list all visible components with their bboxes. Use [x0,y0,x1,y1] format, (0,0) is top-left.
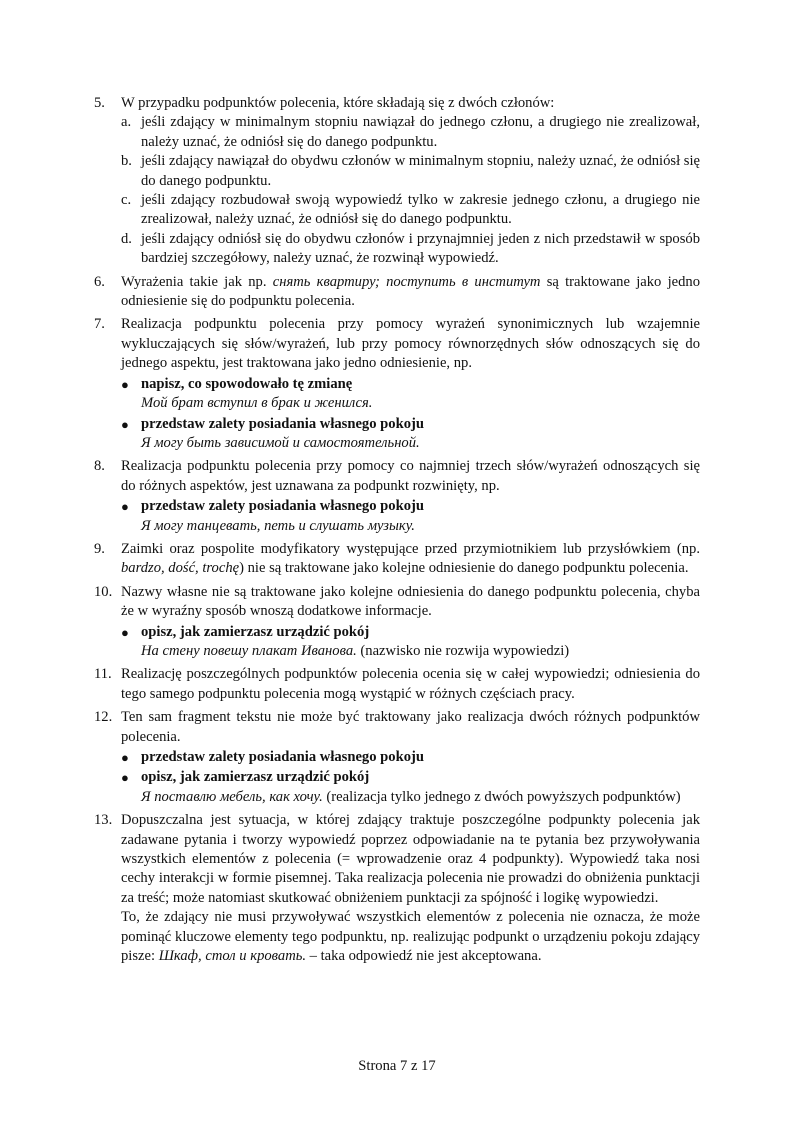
bullet-point: ● napisz, co spowodowało tę zmianę [121,375,700,394]
example-text: Я могу быть зависимой и самостоятельной. [141,434,420,451]
item-text: Ten sam fragment tekstu nie może być traktowany jako realizacja dwóch różnych podpunktów polecenia. [121,709,700,745]
item-text: Realizacja podpunktu polecenia przy pomocy co najmniej trzech słów/wyrażeń odnoszących się do różnych aspektów, jest uznawana za podpunkt rozwinięty, np. [121,458,700,494]
bullet-point: ● przedstaw zalety posiadania własnego pokoju [121,497,700,516]
bullet-icon: ● [121,499,129,515]
sub-item-c: c. jeśli zdający rozbudował swoją wypowiedź tylko w zakresie jednego członu, a drugiego nie zrealizował, należy uznać, że odniósł się do danego podpunktu. [121,192,700,228]
bullet-point: ● przedstaw zalety posiadania własnego pokoju [121,415,700,434]
bullet-icon: ● [121,624,129,640]
document-body [94,94,700,970]
item-text: Dopuszczalna jest sytuacja, w której zdający traktuje poszczególne podpunkty polecenia jak zadawane pytania i tworzy wypowiedź poprzez odpowiadanie na te pytania bez przywoływania wszystkich elementów z polecenia (= wprowadzenie oraz 4 podpunkty). Wypowiedź taka nosi cechy interakcji w formie pisemnej. Taka realizacja polecenia nie prowadzi do obniżenia punktacji za treść; może natomiast skutkować obniżeniem punktacji za spójność i logikę wypowiedzi. [121,812,700,906]
list-item-10: 10. Nazwy własne nie są traktowane jako kolejne odniesienia do danego podpunktu polecenia, chyba że w wyraźny sposób wnoszą dodatkowe informacje. ● opisz, jak zamierzasz urządzić pokój На стену повешу плакат Иванова. (nazwisko nie rozwija wypowiedzi) [94,583,700,662]
list-item-9: 9. Zaimki oraz pospolite modyfikatory występujące przed przymiotnikiem lub przysłówkiem (np. bardzo, dość, trochę) nie są traktowane jako kolejne odniesienie do danego podpunktu polecenia. [94,540,700,579]
item-text: Zaimki oraz pospolite modyfikatory występujące przed przymiotnikiem lub przysłówkiem (np. bardzo, dość, trochę) nie są traktowane jako kolejne odniesienie do danego podpunktu polecenia. [121,540,700,577]
bullet-point: ● przedstaw zalety posiadania własnego pokoju [121,748,700,767]
bullet-point: ● opisz, jak zamierzasz urządzić pokój [121,768,700,787]
bullet-point: ● opisz, jak zamierzasz urządzić pokój [121,623,700,642]
list-item-11: 11. Realizację poszczególnych podpunktów polecenia ocenia się w całej wypowiedzi; odniesienia do tego samego podpunktu polecenia mogą wystąpić w różnych częściach pracy. [94,665,700,704]
example-text: Мой брат вступил в брак и женился. [141,395,373,412]
example-text: На стену повешу плакат Иванова. (nazwisko nie rozwija wypowiedzi) [141,642,570,659]
item-text: Realizacja podpunktu polecenia przy pomocy wyrażeń synonimicznych lub wzajemnie wykluczających się słów/wyrażeń, lub przy pomocy równorzędnych słów odnoszących się do jednego aspektu, jest traktowana jako jedno odniesienie, np. [121,316,700,372]
sub-item-a: a. jeśli zdający w minimalnym stopniu nawiązał do jednego członu, a drugiego nie zrealizował, należy uznać, że odniósł się do danego podpunktu. [121,114,700,150]
sub-item-d: d. jeśli zdający odniósł się do obydwu członów i przynajmniej jeden z nich przedstawił w sposób bardziej szczegółowy, należy uznać, że rozwinął wypowiedź. [121,230,700,267]
list-item-5 [94,94,700,269]
list-item-12: 12. Ten sam fragment tekstu nie może być traktowany jako realizacja dwóch różnych podpunktów polecenia. ● przedstaw zalety posiadania własnego pokoju ● opisz, jak zamierzasz urządzić pokój Я поставлю мебель, как хочу. (realizacja tylko jednego z dwóch powyższych podpunktów) [94,708,700,807]
item-number: 5. [94,95,105,111]
example-text: Я могу танцевать, петь и слушать музыку. [141,517,415,534]
bullet-icon: ● [121,770,129,786]
list-item-7: 7. Realizacja podpunktu polecenia przy pomocy wyrażeń synonimicznych lub wzajemnie wykluczających się słów/wyrażeń, lub przy pomocy równorzędnych słów odnoszących się do jednego aspektu, jest traktowana jako jedno odniesienie, np. ● napisz, co spowodowało tę zmianę Мой брат вступил в брак и женился. ● przedstaw zalety posiadania własnego pokoju Я могу быть зависимой и самостоятельной. [94,315,700,453]
list-item-13: 13. Dopuszczalna jest sytuacja, w której zdający traktuje poszczególne podpunkty polecenia jak zadawane pytania i tworzy wypowiedź poprzez odpowiadanie na te pytania bez przywoływania wszystkich elementów z polecenia (= wprowadzenie oraz 4 podpunkty). Wypowiedź taka nosi cechy interakcji w formie pisemnej. Taka realizacja polecenia nie prowadzi do obniżenia punktacji za treść; może natomiast skutkować obniżeniem punktacji za spójność i logikę wypowiedzi. To, że zdający nie musi przywoływać wszystkich elementów z polecenia nie oznacza, że może pominąć kluczowe elementy tego podpunktu, np. realizując podpunkt o urządzeniu pokoju zdający pisze: Шкаф, стол и кровать. – taka odpowiedź nie jest akceptowana. [94,811,700,966]
sub-item-b: b. jeśli zdający nawiązał do obydwu członów w minimalnym stopniu, należy uznać, że odniósł się do danego podpunktu. [121,153,700,189]
bullet-icon: ● [121,750,129,765]
item-text: W przypadku podpunktów polecenia, które składają się z dwóch członów: [121,95,555,111]
bullet-icon: ● [121,376,129,392]
list-item-6: 6. Wyrażenia takie jak np. снять квартиру; поступить в институт są traktowane jako jedno odniesienie się do podpunktu polecenia. [94,273,700,312]
page-number: Strona 7 z 17 [358,1058,436,1074]
item-text: Nazwy własne nie są traktowane jako kolejne odniesienia do danego podpunktu polecenia, chyba że w wyraźny sposób wnoszą dodatkowe informacje. [121,583,700,620]
item-text: Realizację poszczególnych podpunktów polecenia ocenia się w całej wypowiedzi; odniesienia do tego samego podpunktu polecenia mogą wystąpić w różnych częściach pracy. [121,666,700,702]
item-text-continued: To, że zdający nie musi przywoływać wszystkich elementów z polecenia nie oznacza, że może pominąć kluczowe elementy tego podpunktu, np. realizując podpunkt o urządzeniu pokoju zdający pisze: Шкаф, стол и кровать. – taka odpowiedź nie jest akceptowana. [121,909,700,965]
bullet-icon: ● [121,416,129,432]
item-text: Wyrażenia takie jak np. снять квартиру; поступить в институт są traktowane jako jedno odniesienie się do podpunktu polecenia. [121,273,700,310]
list-item-8: 8. Realizacja podpunktu polecenia przy pomocy co najmniej trzech słów/wyrażeń odnoszących się do różnych aspektów, jest uznawana za podpunkt rozwinięty, np. ● przedstaw zalety posiadania własnego pokoju Я могу танцевать, петь и слушать музыку. [94,457,700,536]
example-text: Я поставлю мебель, как хочу. (realizacja tylko jednego z dwóch powyższych podpunktów) [141,788,681,805]
